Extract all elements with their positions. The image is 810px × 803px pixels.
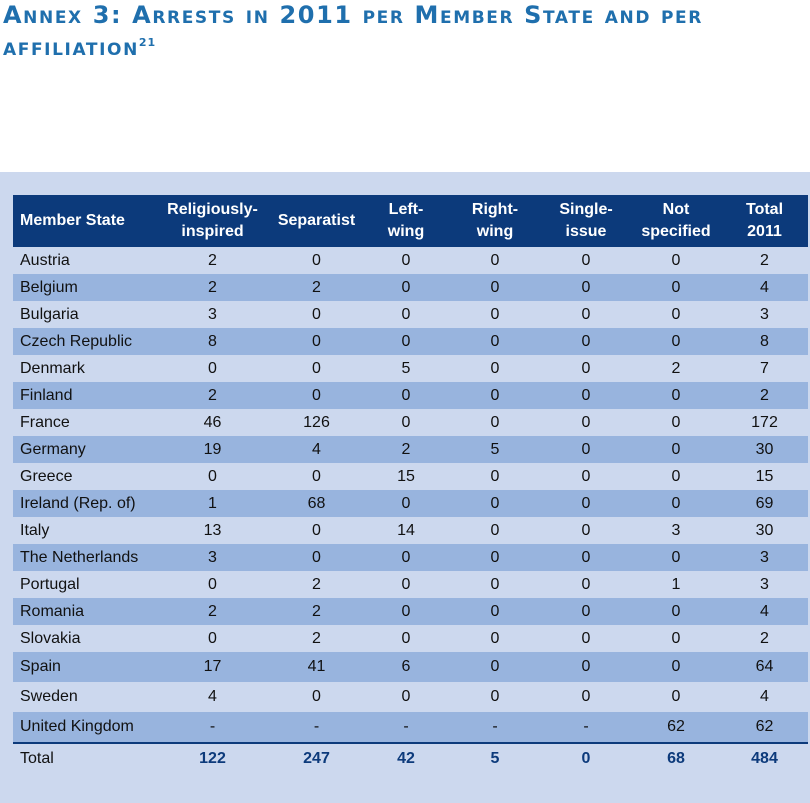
value-cell: 0 [449, 490, 541, 517]
value-cell: 0 [631, 544, 721, 571]
value-cell: 3 [721, 571, 808, 598]
value-cell: 0 [541, 652, 631, 682]
member-state-cell: Romania [13, 598, 155, 625]
column-header [449, 195, 541, 247]
value-cell: 5 [363, 355, 449, 382]
value-cell: 0 [631, 301, 721, 328]
member-state-cell: Italy [13, 517, 155, 544]
value-cell: 0 [449, 247, 541, 274]
member-state-cell: Sweden [13, 682, 155, 712]
value-cell: 2 [155, 382, 270, 409]
value-cell: 15 [721, 463, 808, 490]
value-cell: 0 [449, 301, 541, 328]
value-cell: 0 [270, 247, 363, 274]
table-row [13, 517, 808, 544]
total-value: 247 [270, 743, 363, 774]
member-state-cell: Belgium [13, 274, 155, 301]
column-header-line1: Separatist [277, 212, 356, 229]
value-cell: 2 [270, 598, 363, 625]
table-row [13, 682, 808, 712]
value-cell: - [363, 712, 449, 743]
value-cell: 0 [631, 682, 721, 712]
column-header-line1: Total [745, 201, 784, 218]
member-state-cell: Ireland (Rep. of) [13, 490, 155, 517]
table-row [13, 652, 808, 682]
value-cell: 0 [363, 682, 449, 712]
member-state-cell: Finland [13, 382, 155, 409]
value-cell: 4 [270, 436, 363, 463]
header-row [13, 195, 808, 247]
value-cell: 46 [155, 409, 270, 436]
total-value: 484 [721, 743, 808, 774]
member-state-cell: Denmark [13, 355, 155, 382]
value-cell: 7 [721, 355, 808, 382]
table-row [13, 571, 808, 598]
value-cell: 0 [541, 682, 631, 712]
value-cell: 5 [449, 436, 541, 463]
value-cell: 0 [541, 625, 631, 652]
table-header [13, 195, 808, 247]
value-cell: 0 [631, 598, 721, 625]
footnote-ref: 21 [138, 36, 157, 49]
value-cell: 2 [270, 571, 363, 598]
value-cell: 62 [631, 712, 721, 743]
value-cell: 2 [363, 436, 449, 463]
value-cell: - [541, 712, 631, 743]
column-header-line2: wing [387, 223, 425, 240]
table-row [13, 436, 808, 463]
value-cell: 4 [721, 598, 808, 625]
value-cell: 0 [631, 328, 721, 355]
column-header-line2: inspired [181, 223, 244, 240]
value-cell: 0 [449, 652, 541, 682]
value-cell: 0 [541, 490, 631, 517]
value-cell: 0 [541, 301, 631, 328]
value-cell: 0 [270, 517, 363, 544]
value-cell: 0 [363, 490, 449, 517]
value-cell: 0 [363, 274, 449, 301]
value-cell: 0 [363, 247, 449, 274]
value-cell: 69 [721, 490, 808, 517]
table-footer [13, 743, 808, 774]
member-state-cell: Bulgaria [13, 301, 155, 328]
value-cell: 17 [155, 652, 270, 682]
value-cell: 0 [449, 517, 541, 544]
total-row [13, 743, 808, 774]
table-row [13, 463, 808, 490]
value-cell: 0 [363, 328, 449, 355]
member-state-cell: France [13, 409, 155, 436]
value-cell: 1 [631, 571, 721, 598]
value-cell: 2 [270, 625, 363, 652]
value-cell: 0 [270, 544, 363, 571]
column-header [631, 195, 721, 247]
column-header-line1: Religiously- [167, 201, 258, 218]
table-row [13, 490, 808, 517]
value-cell: 15 [363, 463, 449, 490]
column-header-line2: issue [565, 223, 607, 240]
value-cell: 8 [721, 328, 808, 355]
table-row [13, 355, 808, 382]
column-header-line2: wing [476, 223, 514, 240]
column-header [270, 195, 363, 247]
arrests-table [13, 195, 808, 774]
value-cell: 0 [541, 355, 631, 382]
value-cell: 13 [155, 517, 270, 544]
total-value: 0 [541, 743, 631, 774]
value-cell: 0 [270, 382, 363, 409]
value-cell: 8 [155, 328, 270, 355]
value-cell: 0 [449, 682, 541, 712]
value-cell: 0 [363, 382, 449, 409]
table-row [13, 625, 808, 652]
value-cell: 0 [155, 463, 270, 490]
value-cell: 14 [363, 517, 449, 544]
value-cell: 0 [631, 274, 721, 301]
value-cell: 0 [449, 625, 541, 652]
title-text: Annex 3: Arrests in 2011 per Member State and per affiliation [3, 1, 703, 61]
value-cell: 0 [449, 463, 541, 490]
value-cell: 0 [363, 301, 449, 328]
value-cell: 2 [155, 598, 270, 625]
table-row [13, 712, 808, 743]
value-cell: 0 [631, 490, 721, 517]
column-header-line2: specified [641, 223, 711, 240]
column-header-line1: Left- [388, 201, 424, 218]
table-row [13, 544, 808, 571]
value-cell: 0 [541, 382, 631, 409]
value-cell: 3 [155, 544, 270, 571]
value-cell: 2 [721, 382, 808, 409]
value-cell: 126 [270, 409, 363, 436]
member-state-cell: Austria [13, 247, 155, 274]
value-cell: 0 [449, 409, 541, 436]
column-header [721, 195, 808, 247]
total-value: 42 [363, 743, 449, 774]
value-cell: 0 [449, 328, 541, 355]
value-cell: 2 [270, 274, 363, 301]
page-title [3, 2, 803, 61]
member-state-cell: The Netherlands [13, 544, 155, 571]
value-cell: 4 [721, 274, 808, 301]
value-cell: 68 [270, 490, 363, 517]
member-state-cell: Greece [13, 463, 155, 490]
member-state-cell: Slovakia [13, 625, 155, 652]
value-cell: 3 [155, 301, 270, 328]
value-cell: 64 [721, 652, 808, 682]
table-row [13, 274, 808, 301]
value-cell: 0 [270, 328, 363, 355]
value-cell: 0 [541, 463, 631, 490]
table-panel [0, 172, 810, 803]
value-cell: 0 [449, 355, 541, 382]
value-cell: - [155, 712, 270, 743]
value-cell: 0 [363, 409, 449, 436]
value-cell: 0 [541, 544, 631, 571]
value-cell: 3 [721, 544, 808, 571]
value-cell: 0 [631, 382, 721, 409]
value-cell: 4 [721, 682, 808, 712]
value-cell: 0 [631, 463, 721, 490]
column-header [155, 195, 270, 247]
value-cell: - [449, 712, 541, 743]
value-cell: 2 [721, 625, 808, 652]
column-header [363, 195, 449, 247]
total-label: Total [13, 743, 155, 774]
value-cell: 0 [363, 544, 449, 571]
value-cell: 0 [363, 571, 449, 598]
value-cell: 19 [155, 436, 270, 463]
value-cell: 3 [721, 301, 808, 328]
value-cell: 30 [721, 436, 808, 463]
value-cell: 172 [721, 409, 808, 436]
value-cell: 0 [541, 571, 631, 598]
value-cell: 41 [270, 652, 363, 682]
total-value: 122 [155, 743, 270, 774]
table-row [13, 247, 808, 274]
table-row [13, 382, 808, 409]
value-cell: 0 [449, 598, 541, 625]
value-cell: 0 [155, 571, 270, 598]
value-cell: 0 [155, 355, 270, 382]
value-cell: 0 [541, 517, 631, 544]
column-header-line1: Not [662, 201, 690, 218]
value-cell: 62 [721, 712, 808, 743]
value-cell: 0 [270, 682, 363, 712]
value-cell: 0 [270, 463, 363, 490]
value-cell: 0 [541, 247, 631, 274]
value-cell: - [270, 712, 363, 743]
value-cell: 0 [449, 571, 541, 598]
value-cell: 0 [631, 625, 721, 652]
member-state-cell: United Kingdom [13, 712, 155, 743]
value-cell: 0 [631, 652, 721, 682]
member-state-cell: Spain [13, 652, 155, 682]
value-cell: 6 [363, 652, 449, 682]
column-header-line1: Member State [20, 212, 125, 229]
column-header [541, 195, 631, 247]
value-cell: 2 [631, 355, 721, 382]
column-header [13, 195, 155, 247]
value-cell: 0 [270, 301, 363, 328]
value-cell: 2 [155, 247, 270, 274]
table-row [13, 301, 808, 328]
value-cell: 0 [363, 598, 449, 625]
value-cell: 0 [631, 409, 721, 436]
value-cell: 0 [631, 247, 721, 274]
value-cell: 0 [541, 274, 631, 301]
member-state-cell: Germany [13, 436, 155, 463]
value-cell: 30 [721, 517, 808, 544]
value-cell: 0 [541, 409, 631, 436]
table-row [13, 598, 808, 625]
value-cell: 0 [541, 598, 631, 625]
member-state-cell: Czech Republic [13, 328, 155, 355]
value-cell: 0 [449, 274, 541, 301]
value-cell: 2 [155, 274, 270, 301]
member-state-cell: Portugal [13, 571, 155, 598]
value-cell: 2 [721, 247, 808, 274]
table-body [13, 247, 808, 743]
value-cell: 0 [270, 355, 363, 382]
value-cell: 0 [541, 328, 631, 355]
column-header-line2: 2011 [747, 223, 782, 240]
value-cell: 4 [155, 682, 270, 712]
value-cell: 3 [631, 517, 721, 544]
value-cell: 1 [155, 490, 270, 517]
total-value: 68 [631, 743, 721, 774]
value-cell: 0 [155, 625, 270, 652]
value-cell: 0 [541, 436, 631, 463]
total-value: 5 [449, 743, 541, 774]
table-row [13, 409, 808, 436]
value-cell: 0 [363, 625, 449, 652]
table-row [13, 328, 808, 355]
value-cell: 0 [449, 382, 541, 409]
value-cell: 0 [449, 544, 541, 571]
column-header-line1: Right- [471, 201, 519, 218]
column-header-line1: Single- [559, 201, 613, 218]
value-cell: 0 [631, 436, 721, 463]
